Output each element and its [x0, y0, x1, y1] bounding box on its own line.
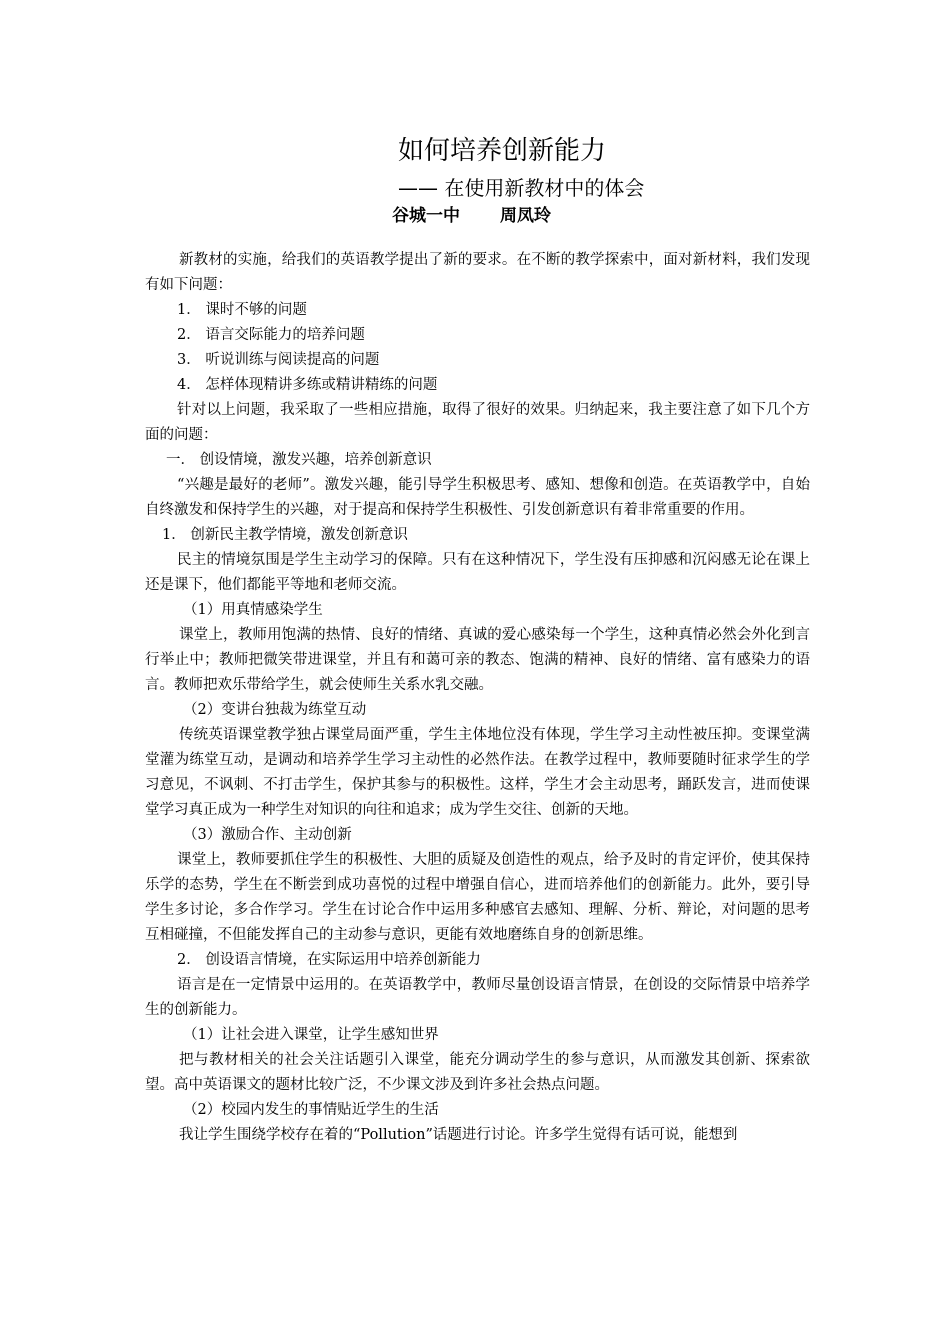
paragraph: 针对以上问题，我采取了一些相应措施，取得了很好的效果。归纳起来，我主要注意了如下几个方面的问题： — [145, 402, 810, 443]
author-line — [392, 201, 551, 226]
paragraph: 我让学生围绕学校存在着的“Pollution”话题进行讨论。许多学生觉得有话可说，能想到 — [179, 1127, 738, 1143]
author-name: 周凤玲 — [500, 206, 551, 226]
list-item: 1． 课时不够的问题 — [177, 302, 307, 318]
document-title: 如何培养创新能力 — [398, 136, 607, 166]
document-body — [145, 248, 810, 1148]
paragraph: “兴趣是最好的老师”。激发兴趣，能引导学生积极思考、感知、想像和创造。在英语教学中，自始自终激发和保持学生的兴趣，对于提高和保持学生积极性、引发创新意识有着非常重要的作用。 — [145, 477, 810, 518]
paragraph: 课堂上，教师要抓住学生的积极性、大胆的质疑及创造性的观点，给予及时的肯定评价，使其保持乐学的态势，学生在不断尝到成功喜悦的过程中增强自信心，进而培养他们的创新能力。此外，要引导学生多讨论，多合作学习。学生在讨论合作中运用多种感官去感知、理解、分析、辩论，对问题的思考互相碰撞，不但能发挥自己的主动参与意识，更能有效地磨练自身的创新思维。 — [145, 852, 810, 943]
section-heading: 一． 创设情境，激发兴趣，培养创新意识 — [166, 452, 432, 468]
list-item: 4． 怎样体现精讲多练或精讲精练的问题 — [177, 377, 438, 393]
subsection-heading: （2）变讲台独裁为练堂互动 — [183, 702, 367, 718]
paragraph: 语言是在一定情景中运用的。在英语教学中，教师尽量创设语言情景，在创设的交际情景中培养学生的创新能力。 — [145, 977, 810, 1018]
subsection-heading: （2）校园内发生的事情贴近学生的生活 — [183, 1102, 439, 1118]
subsection-heading: （3）激励合作、主动创新 — [183, 827, 352, 843]
paragraph: 把与教材相关的社会关注话题引入课堂，能充分调动学生的参与意识，从而激发其创新、探索欲望。高中英语课文的题材比较广泛，不少课文涉及到许多社会热点问题。 — [145, 1052, 810, 1093]
list-item: 3． 听说训练与阅读提高的问题 — [177, 352, 380, 368]
subsection-heading: 1． 创新民主教学情境，激发创新意识 — [162, 527, 408, 543]
paragraph: 传统英语课堂教学独占课堂局面严重，学生主体地位没有体现，学生学习主动性被压抑。变课堂满堂灌为练堂互动，是调动和培养学生学习主动性的必然作法。在教学过程中，教师要随时征求学生的学习意见，不讽刺、不打击学生，保护其参与的积极性。这样，学生才会主动思考，踊跃发言，进而使课堂学习真正成为一种学生对知识的向往和追求；成为学生交往、创新的天地。 — [145, 727, 810, 818]
subsection-heading: （1）让社会进入课堂，让学生感知世界 — [183, 1027, 439, 1043]
author-school: 谷城一中 — [392, 206, 460, 226]
paragraph: 民主的情境氛围是学生主动学习的保障。只有在这种情况下，学生没有压抑感和沉闷感无论在课上还是课下，他们都能平等地和老师交流。 — [145, 552, 810, 593]
paragraph: 新教材的实施，给我们的英语教学提出了新的要求。在不断的教学探索中，面对新材料，我们发现有如下问题： — [145, 252, 810, 293]
list-item: 2． 语言交际能力的培养问题 — [177, 327, 365, 343]
subsection-heading: 2． 创设语言情境，在实际运用中培养创新能力 — [177, 952, 481, 968]
subsection-heading: （1）用真情感染学生 — [183, 602, 323, 618]
paragraph: 课堂上，教师用饱满的热情、良好的情绪、真诚的爱心感染每一个学生，这种真情必然会外化到言行举止中；教师把微笑带进课堂，并且有和蔼可亲的教态、饱满的精神、良好的情绪、富有感染力的语言。教师把欢乐带给学生，就会使师生关系水乳交融。 — [145, 627, 810, 693]
document-subtitle: —— 在使用新教材中的体会 — [398, 176, 645, 200]
